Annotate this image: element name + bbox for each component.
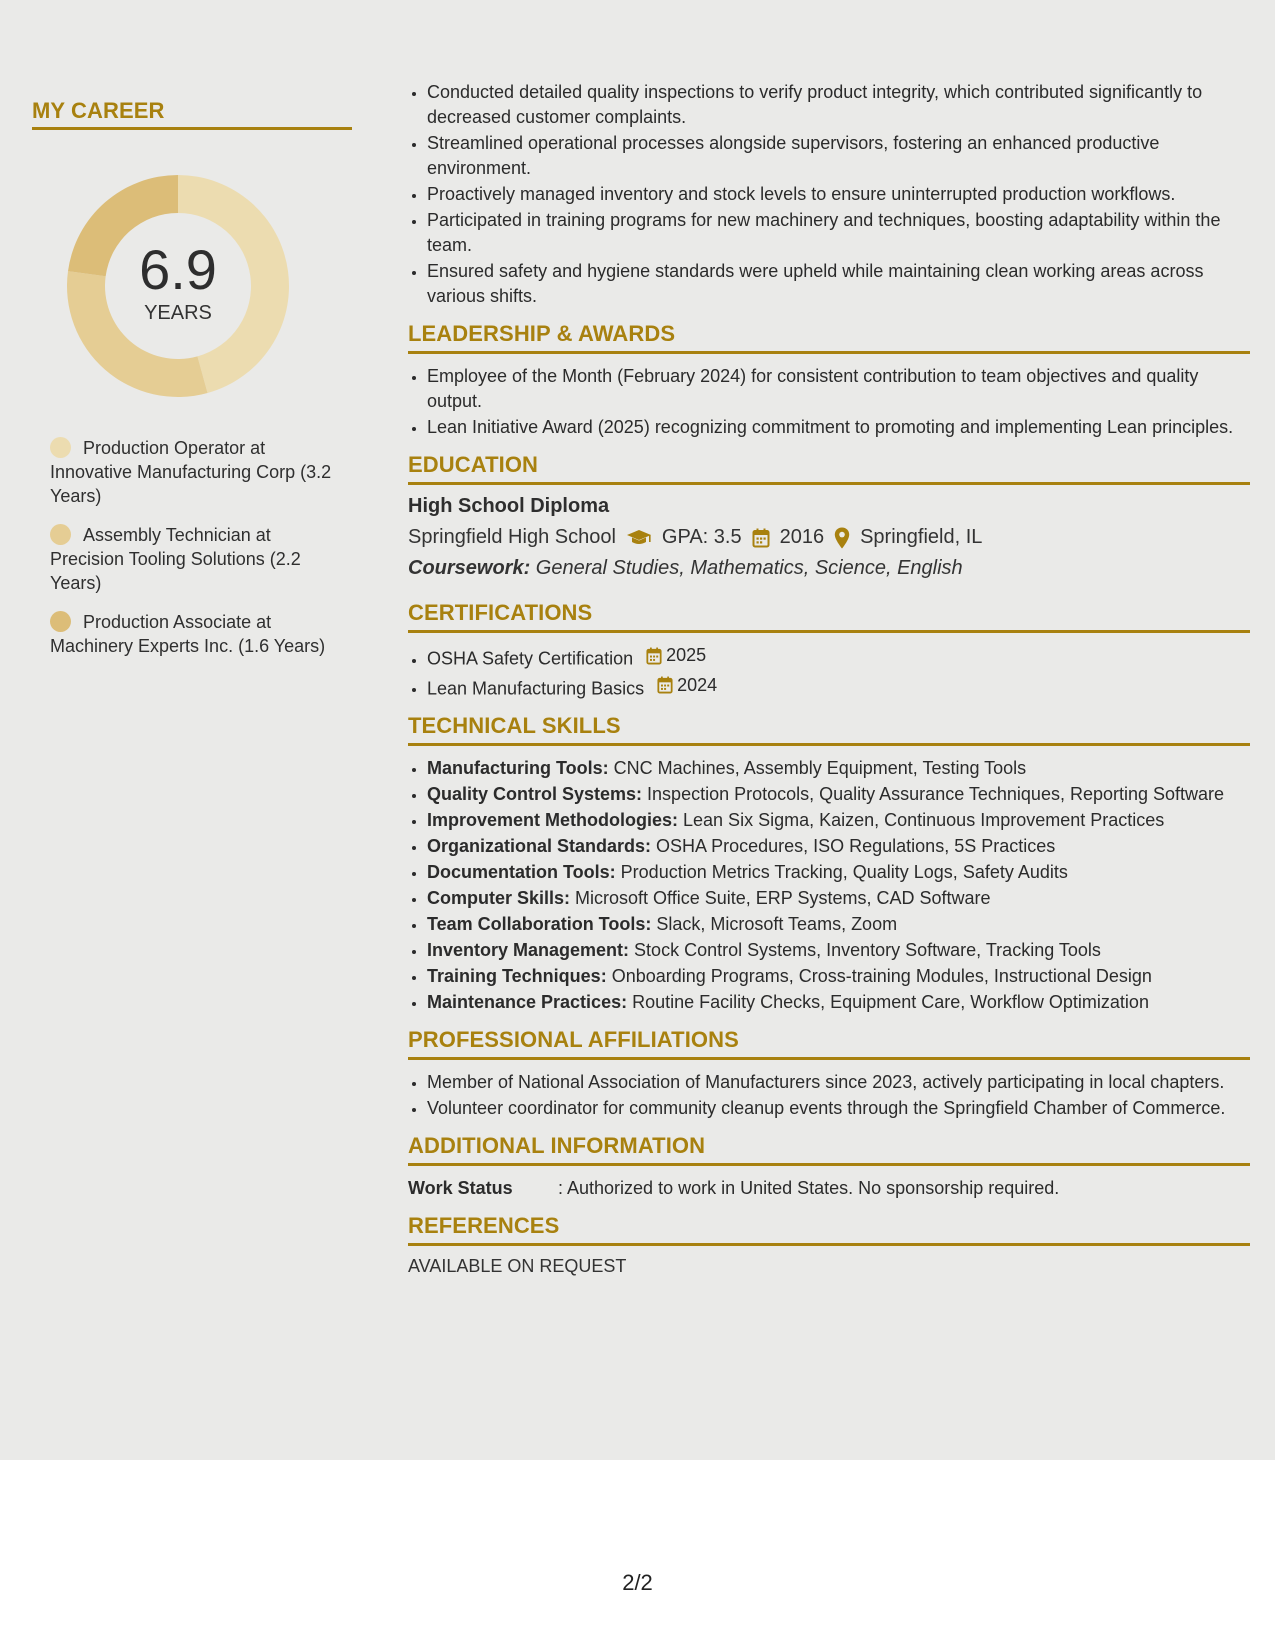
edu-details [408, 526, 1250, 549]
work-status-value: : Authorized to work in United States. No sponsorship required. [558, 1178, 1060, 1198]
list-item: • Volunteer coordinator for community cleanup events through the Springfield Chamber of Commerce. [427, 1096, 1250, 1121]
legend-label: Production Operator at Innovative Manufacturing Corp (3.2 Years) [50, 438, 332, 506]
list-item: • Ensured safety and hygiene standards were upheld while maintaining clean working areas across various shifts. [427, 259, 1250, 309]
edu-coursework [408, 557, 1250, 580]
list-item [427, 643, 1250, 672]
cert-year: 2025 [666, 645, 707, 665]
calendar-icon [657, 676, 673, 694]
list-item: • Conducted detailed quality inspections to verify product integrity, which contributed significantly to decreased customer complaints. [427, 80, 1250, 130]
career-column [32, 98, 352, 656]
list-item: • Proactively managed inventory and stock levels to ensure uninterrupted production workflows. [427, 182, 1250, 207]
skills-title: TECHNICAL SKILLS [408, 713, 1250, 746]
list-item: • Streamlined operational processes alongside supervisors, fostering an enhanced productive environment. [427, 131, 1250, 181]
list-item: • Member of National Association of Manufacturers since 2023, actively participating in local chapters. [427, 1070, 1250, 1095]
legend-label: Production Associate at Machinery Experts Inc. (1.6 Years) [50, 612, 326, 656]
legend-dot-icon [50, 611, 71, 632]
calendar-icon [752, 528, 770, 548]
career-legend [50, 436, 340, 673]
edu-gpa: GPA: 3.5 [661, 526, 742, 548]
skill-item: • Computer Skills: Microsoft Office Suite, ERP Systems, CAD Software [427, 886, 1250, 911]
education-section [408, 452, 1250, 580]
list-item: • Participated in training programs for new machinery and techniques, boosting adaptability within the team. [427, 208, 1250, 258]
coursework-label: Coursework: [408, 557, 531, 579]
skill-item: • Organizational Standards: OSHA Procedures, ISO Regulations, 5S Practices [427, 834, 1250, 859]
skill-item: • Improvement Methodologies: Lean Six Sigma, Kaizen, Continuous Improvement Practices [427, 808, 1250, 833]
education-title: EDUCATION [408, 452, 1250, 485]
list-item: • Lean Initiative Award (2025) recognizing commitment to promoting and implementing Lean principles. [427, 415, 1250, 440]
career-total-years: 6.9 [139, 237, 217, 301]
page-number: 2/2 [622, 1570, 653, 1595]
leadership-title: LEADERSHIP & AWARDS [408, 321, 1250, 354]
skill-item: • Quality Control Systems: Inspection Protocols, Quality Assurance Techniques, Reporting Software [427, 782, 1250, 807]
career-total-unit: YEARS [144, 301, 212, 324]
list-item [427, 673, 1250, 702]
legend-item [50, 523, 340, 595]
skill-item: • Inventory Management: Stock Control Systems, Inventory Software, Tracking Tools [427, 938, 1250, 963]
references-section [408, 1213, 1250, 1277]
list-item: • Employee of the Month (February 2024) for consistent contribution to team objectives and quality output. [427, 364, 1250, 414]
legend-dot-icon [50, 437, 71, 458]
edu-year: 2016 [779, 526, 825, 548]
skill-item: • Maintenance Practices: Routine Facility Checks, Equipment Care, Workflow Optimization [427, 990, 1250, 1015]
certifications-title: CERTIFICATIONS [408, 600, 1250, 633]
skill-item: • Manufacturing Tools: CNC Machines, Assembly Equipment, Testing Tools [427, 756, 1250, 781]
affiliations-section [408, 1027, 1250, 1121]
skill-item: • Documentation Tools: Production Metrics Tracking, Quality Logs, Safety Audits [427, 860, 1250, 885]
additional-title: ADDITIONAL INFORMATION [408, 1133, 1250, 1166]
skills-section [408, 713, 1250, 1015]
career-donut-chart [66, 174, 290, 398]
affiliations-title: PROFESSIONAL AFFILIATIONS [408, 1027, 1250, 1060]
legend-item [50, 436, 340, 508]
main-column [408, 80, 1250, 1277]
cert-year: 2024 [677, 674, 718, 695]
cert-name: OSHA Safety Certification [427, 648, 634, 669]
skill-item: • Team Collaboration Tools: Slack, Microsoft Teams, Zoom [427, 912, 1250, 937]
location-pin-icon [834, 527, 850, 549]
leadership-section [408, 321, 1250, 440]
edu-degree: High School Diploma [408, 495, 610, 517]
legend-item [50, 610, 340, 658]
cert-name: Lean Manufacturing Basics [427, 678, 645, 698]
legend-dot-icon [50, 524, 71, 545]
skill-item: • Training Techniques: Onboarding Programs, Cross-training Modules, Instructional Design [427, 964, 1250, 989]
edu-school: Springfield High School [408, 526, 616, 548]
career-title: MY CAREER [32, 98, 352, 130]
calendar-icon [646, 647, 662, 665]
coursework-value: General Studies, Mathematics, Science, English [530, 557, 963, 579]
legend-label: Assembly Technician at Precision Tooling Solutions (2.2 Years) [50, 525, 301, 593]
graduation-cap-icon [626, 529, 652, 547]
references-title: REFERENCES [408, 1213, 1250, 1246]
experience-list [408, 80, 1250, 309]
edu-location: Springfield, IL [860, 526, 983, 548]
additional-section [408, 1133, 1250, 1201]
certifications-section [408, 600, 1250, 701]
work-status-label: Work Status [408, 1178, 513, 1198]
references-text: AVAILABLE ON REQUEST [408, 1256, 627, 1276]
